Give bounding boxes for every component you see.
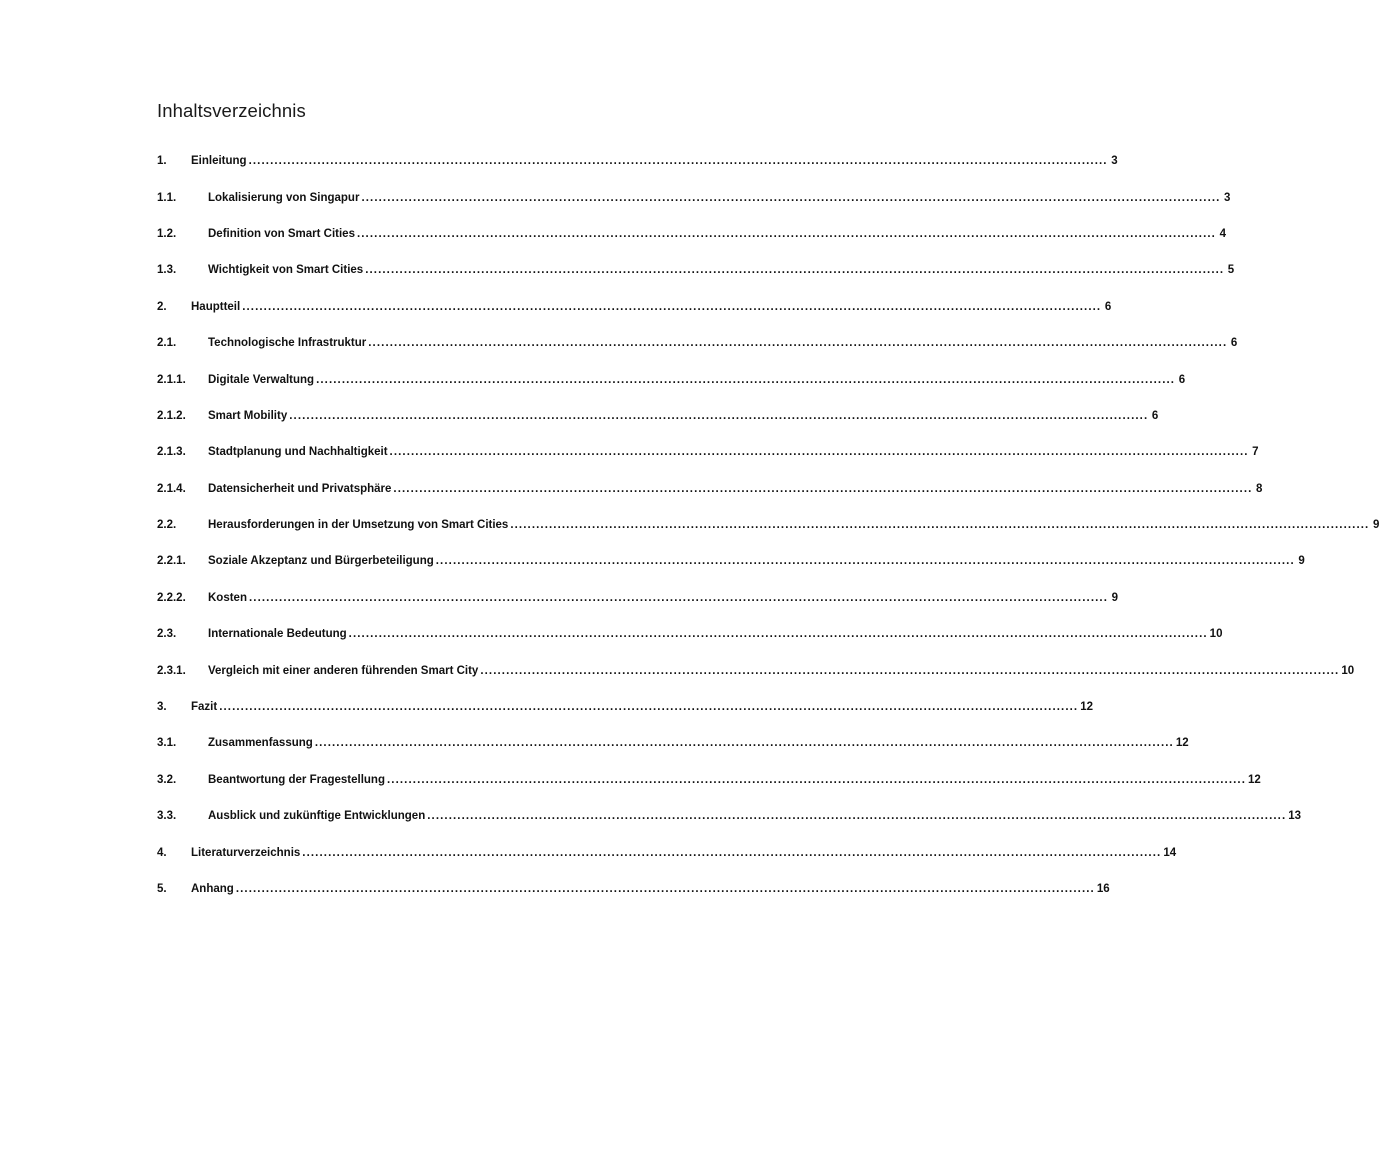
toc-entry-label: Vergleich mit einer anderen führenden Smart City — [208, 664, 479, 677]
toc-entry[interactable] — [157, 543, 1305, 579]
toc-entry-label: Hauptteil — [191, 300, 241, 313]
toc-entry-page-number: 6 — [1178, 373, 1186, 386]
dot-leader: ........................................................................................................................................................................................................ — [365, 264, 1225, 277]
toc-entry-label: Technologische Infrastruktur — [208, 337, 367, 350]
toc-entry-number: 1.1. — [157, 191, 177, 204]
toc-entry-number: 3. — [157, 701, 167, 714]
toc-entry-page-number: 6 — [1151, 409, 1159, 422]
toc-entry-number: 2.1.2. — [157, 409, 186, 422]
dot-leader: ........................................................................................................................................................................................................ — [356, 227, 1216, 240]
toc-entry-label: Anhang — [191, 883, 234, 895]
dot-leader: ........................................................................................................................................................................................................ — [510, 519, 1370, 532]
toc-entry-label: Einleitung — [191, 155, 247, 168]
toc-entry-number: 2.2.2. — [157, 591, 186, 604]
dot-leader: ........................................................................................................................................................................................................ — [314, 737, 1174, 750]
toc-entry[interactable] — [157, 616, 1223, 652]
toc-entry-number: 3.1. — [157, 737, 177, 750]
toc-entry[interactable] — [157, 689, 1094, 725]
dot-leader: ........................................................................................................................................................................................................ — [435, 555, 1295, 568]
toc-entry-number: 2.1.1. — [157, 373, 186, 386]
toc-entry-label: Digitale Verwaltung — [208, 373, 315, 386]
toc-entry[interactable] — [157, 471, 1263, 507]
toc-entry[interactable] — [157, 762, 1261, 798]
toc-entry-label: Internationale Bedeutung — [208, 628, 347, 641]
dot-leader: ........................................................................................................................................................................................................ — [480, 664, 1340, 677]
toc-entry[interactable] — [157, 143, 1118, 179]
toc-entry-label: Kosten — [208, 591, 247, 604]
toc-entry-label: Wichtigkeit von Smart Cities — [208, 264, 364, 277]
toc-entry-page-number: 12 — [1175, 737, 1189, 750]
toc-entry-page-number: 3 — [1111, 155, 1118, 168]
toc-entry-page-number: 9 — [1298, 555, 1305, 568]
dot-leader: ........................................................................................................................................................................................................ — [248, 155, 1108, 168]
toc-entry[interactable] — [157, 834, 1177, 870]
toc-entry-page-number: 12 — [1248, 773, 1261, 786]
toc-entry-page-number: 12 — [1080, 701, 1094, 714]
toc-entry[interactable] — [157, 361, 1186, 397]
toc-entry-number: 3.3. — [157, 810, 177, 823]
dot-leader: ........................................................................................................................................................................................................ — [302, 846, 1162, 859]
toc-entry[interactable] — [157, 325, 1238, 361]
toc-entry-page-number: 9 — [1372, 519, 1379, 532]
toc-entry-label: Herausforderungen in der Umsetzung von Smart Cities — [208, 519, 509, 532]
toc-entry[interactable] — [157, 179, 1231, 215]
toc-entry-label: Stadtplanung und Nachhaltigkeit — [208, 446, 388, 459]
dot-leader: ........................................................................................................................................................................................................ — [289, 409, 1149, 422]
dot-leader: ........................................................................................................................................................................................................ — [361, 191, 1221, 204]
dot-leader: ........................................................................................................................................................................................................ — [316, 373, 1176, 386]
dot-leader: ........................................................................................................................................................................................................ — [219, 701, 1079, 714]
toc-entry[interactable] — [157, 507, 1379, 543]
toc-entry-page-number: 16 — [1096, 883, 1110, 895]
toc-entry-number: 1.3. — [157, 264, 177, 277]
toc-entry[interactable] — [157, 289, 1112, 325]
toc-entry-number: 2.2.1. — [157, 555, 186, 568]
toc-entry[interactable] — [157, 216, 1226, 252]
toc-entry-page-number: 8 — [1256, 482, 1263, 495]
toc-entry[interactable] — [157, 252, 1235, 288]
toc-entry-number: 2. — [157, 300, 167, 313]
page-title: Inhaltsverzeichnis — [157, 100, 306, 121]
toc-entry-number: 2.3.1. — [157, 664, 186, 677]
dot-leader: ........................................................................................................................................................................................................ — [235, 883, 1095, 895]
toc-entry-page-number: 9 — [1111, 591, 1118, 604]
toc-entry-page-number: 10 — [1209, 628, 1223, 641]
dot-leader: ........................................................................................................................................................................................................ — [427, 810, 1287, 823]
toc-entry-label: Soziale Akzeptanz und Bürgerbeteiligung — [208, 555, 434, 568]
toc-entry[interactable] — [157, 871, 1110, 907]
toc-entry-label: Literaturverzeichnis — [191, 846, 301, 859]
table-of-contents — [157, 143, 1379, 907]
toc-entry-page-number: 6 — [1104, 300, 1112, 313]
toc-entry[interactable] — [157, 798, 1302, 834]
toc-entry-label: Definition von Smart Cities — [208, 227, 355, 240]
toc-entry-page-number: 14 — [1163, 846, 1177, 859]
toc-entry[interactable] — [157, 434, 1259, 470]
toc-entry-number: 5. — [157, 883, 167, 895]
toc-entry-number: 1. — [157, 155, 167, 168]
toc-entry-page-number: 5 — [1227, 264, 1235, 277]
dot-leader: ........................................................................................................................................................................................................ — [393, 482, 1253, 495]
toc-entry-label: Smart Mobility — [208, 409, 288, 422]
toc-entry-page-number: 6 — [1230, 337, 1238, 350]
toc-entry-page-number: 3 — [1224, 191, 1231, 204]
dot-leader: ........................................................................................................................................................................................................ — [348, 628, 1208, 641]
toc-entry[interactable] — [157, 398, 1159, 434]
toc-entry[interactable] — [157, 580, 1118, 616]
toc-entry-page-number: 13 — [1288, 810, 1302, 823]
toc-entry-number: 1.2. — [157, 227, 177, 240]
toc-entry-page-number: 10 — [1341, 664, 1355, 677]
dot-leader: ........................................................................................................................................................................................................ — [248, 591, 1108, 604]
toc-entry-number: 2.1. — [157, 337, 177, 350]
toc-entry-page-number: 7 — [1252, 446, 1259, 459]
toc-entry-page-number: 4 — [1219, 227, 1226, 240]
toc-entry-number: 3.2. — [157, 773, 177, 786]
toc-entry-number: 2.3. — [157, 628, 177, 641]
toc-entry-number: 4. — [157, 846, 167, 859]
toc-entry[interactable] — [157, 725, 1189, 761]
toc-entry-number: 2.2. — [157, 519, 177, 532]
dot-leader: ........................................................................................................................................................................................................ — [387, 773, 1247, 786]
dot-leader: ........................................................................................................................................................................................................ — [389, 446, 1249, 459]
toc-entry-label: Beantwortung der Fragestellung — [208, 773, 385, 786]
toc-entry-number: 2.1.4. — [157, 482, 186, 495]
toc-entry[interactable] — [157, 652, 1355, 688]
dot-leader: ........................................................................................................................................................................................................ — [368, 337, 1228, 350]
dot-leader: ........................................................................................................................................................................................................ — [242, 300, 1102, 313]
toc-entry-label: Fazit — [191, 701, 218, 714]
toc-entry-label: Lokalisierung von Singapur — [208, 191, 360, 204]
toc-entry-label: Datensicherheit und Privatsphäre — [208, 482, 392, 495]
toc-entry-number: 2.1.3. — [157, 446, 186, 459]
toc-entry-label: Ausblick und zukünftige Entwicklungen — [208, 810, 426, 823]
toc-entry-label: Zusammenfassung — [208, 737, 313, 750]
